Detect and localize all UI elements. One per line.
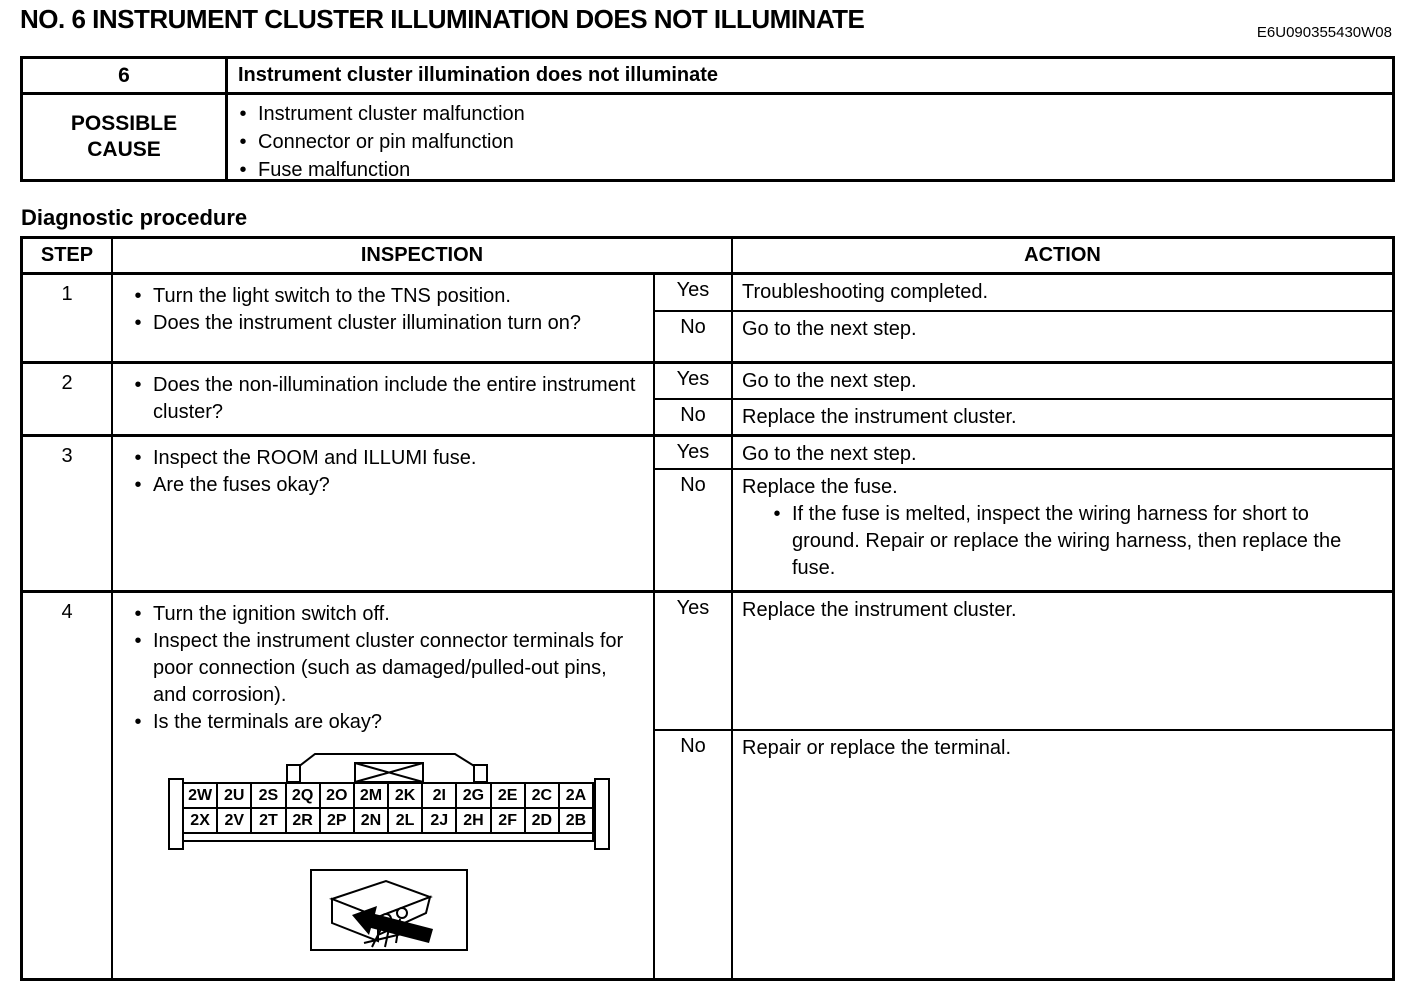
inspection-cell bbox=[113, 364, 655, 434]
inspection-cell bbox=[113, 437, 655, 590]
action-sub-bullet bbox=[742, 501, 1384, 582]
table-row bbox=[23, 275, 1392, 361]
action-sub-text: If the fuse is melted, inspect the wiring harness for short to ground. Repair or replace the wiring harness, then replace the fuse. bbox=[792, 503, 1342, 579]
symptom-summary-table bbox=[20, 56, 1395, 182]
action-cell: Replace the instrument cluster. bbox=[742, 406, 1017, 428]
inspection-column-header: INSPECTION bbox=[113, 239, 733, 272]
symptom-row bbox=[23, 59, 1392, 95]
action-cell: Replace the instrument cluster. bbox=[742, 599, 1017, 621]
answer-cell: No bbox=[655, 400, 733, 434]
action-column-header: ACTION bbox=[1024, 244, 1101, 266]
inspection-bullet bbox=[123, 628, 649, 709]
possible-cause-label: POSSIBLE CAUSE bbox=[23, 95, 228, 179]
bullet-icon: • bbox=[134, 285, 142, 307]
inspection-text: Does the non-illumination include the entire instrument cluster? bbox=[153, 374, 636, 423]
inspection-text: Turn the light switch to the TNS position. bbox=[153, 285, 511, 307]
bullet-icon: • bbox=[134, 474, 142, 496]
inspection-text: Inspect the instrument cluster connector terminals for poor connection (such as damaged/pulled-out pins, and corrosion). bbox=[153, 630, 624, 706]
answer-cell: Yes bbox=[655, 593, 733, 729]
list-item bbox=[228, 156, 1392, 184]
relay-illustration bbox=[310, 869, 468, 951]
step-number: 4 bbox=[23, 593, 113, 978]
step-number: 3 bbox=[23, 437, 113, 590]
answer-cell: No bbox=[655, 470, 733, 590]
outcome-row bbox=[655, 398, 1392, 434]
outcome-row bbox=[655, 310, 1392, 361]
pin-cell: 2H bbox=[457, 809, 491, 832]
inspection-text: Are the fuses okay? bbox=[153, 474, 330, 496]
cause-text: Connector or pin malfunction bbox=[258, 131, 514, 153]
step-number: 2 bbox=[23, 364, 113, 434]
cause-text: Fuse malfunction bbox=[258, 159, 411, 181]
pin-cell: 2R bbox=[287, 809, 321, 832]
inspection-bullet bbox=[123, 445, 649, 472]
pin-cell: 2X bbox=[184, 809, 218, 832]
symptom-number: 6 bbox=[23, 59, 228, 92]
outcome-row bbox=[655, 364, 1392, 398]
outcome-column bbox=[655, 437, 1392, 590]
outcome-row bbox=[655, 729, 1392, 978]
answer-cell: No bbox=[655, 312, 733, 361]
connector-pin-diagram bbox=[168, 744, 608, 846]
pin-cell: 2W bbox=[184, 784, 218, 807]
connector-latch-icon bbox=[240, 746, 520, 784]
pin-cell: 2G bbox=[457, 784, 491, 807]
pin-cell: 2O bbox=[321, 784, 355, 807]
pin-cell: 2J bbox=[423, 809, 457, 832]
pin-cell: 2S bbox=[252, 784, 286, 807]
connector-body bbox=[182, 782, 594, 842]
pin-row-top bbox=[184, 784, 592, 809]
page-title: NO. 6 INSTRUMENT CLUSTER ILLUMINATION DOES NOT ILLUMINATE bbox=[20, 4, 865, 34]
pin-cell: 2K bbox=[389, 784, 423, 807]
table-header-row bbox=[23, 239, 1392, 275]
bullet-icon: • bbox=[134, 374, 142, 396]
inspection-bullet bbox=[123, 283, 649, 310]
bullet-icon: • bbox=[239, 159, 247, 181]
pin-cell: 2N bbox=[355, 809, 389, 832]
table-row bbox=[23, 361, 1392, 434]
inspection-cell bbox=[113, 275, 655, 361]
inspection-bullet bbox=[123, 709, 649, 736]
action-text: Replace the fuse. bbox=[742, 476, 898, 498]
outcome-column bbox=[655, 593, 1392, 978]
step-column-header: STEP bbox=[23, 239, 113, 272]
pin-cell: 2L bbox=[389, 809, 423, 832]
pin-row-bottom bbox=[184, 809, 592, 834]
inspection-text: Is the terminals are okay? bbox=[153, 711, 382, 733]
inspection-text: Turn the ignition switch off. bbox=[153, 603, 390, 625]
inspection-text: Does the instrument cluster illumination turn on? bbox=[153, 312, 581, 334]
bullet-icon: • bbox=[134, 603, 142, 625]
possible-cause-list bbox=[228, 95, 1392, 179]
outcome-column bbox=[655, 275, 1392, 361]
pin-cell: 2C bbox=[526, 784, 560, 807]
outcome-row bbox=[655, 593, 1392, 729]
answer-cell: Yes bbox=[655, 364, 733, 398]
list-item bbox=[228, 128, 1392, 156]
pin-cell: 2A bbox=[565, 786, 587, 804]
inspection-bullet bbox=[123, 472, 649, 499]
bullet-icon: • bbox=[239, 103, 247, 125]
action-cell: Go to the next step. bbox=[742, 318, 917, 340]
pin-cell: 2T bbox=[252, 809, 286, 832]
pin-cell: 2Q bbox=[287, 784, 321, 807]
action-cell: Troubleshooting completed. bbox=[742, 281, 989, 303]
pin-cell: 2M bbox=[355, 784, 389, 807]
bullet-icon: • bbox=[134, 312, 142, 334]
pin-cell: 2F bbox=[492, 809, 526, 832]
answer-cell: Yes bbox=[655, 437, 733, 468]
inspection-bullet bbox=[123, 310, 649, 337]
pin-cell: 2P bbox=[321, 809, 355, 832]
possible-cause-row bbox=[23, 95, 1392, 179]
bullet-icon: • bbox=[134, 630, 142, 652]
pin-cell: 2V bbox=[218, 809, 252, 832]
bullet-icon: • bbox=[773, 503, 781, 525]
action-cell: Go to the next step. bbox=[742, 370, 917, 392]
list-item bbox=[228, 100, 1392, 128]
connector-end-tab bbox=[594, 778, 610, 850]
bullet-icon: • bbox=[134, 711, 142, 733]
outcome-row bbox=[655, 275, 1392, 310]
outcome-row bbox=[655, 437, 1392, 468]
cause-text: Instrument cluster malfunction bbox=[258, 103, 525, 125]
inspection-bullet bbox=[123, 601, 649, 628]
pin-cell: 2E bbox=[492, 784, 526, 807]
outcome-column bbox=[655, 364, 1392, 434]
action-cell: Repair or replace the terminal. bbox=[742, 737, 1012, 759]
document-code: E6U090355430W08 bbox=[1256, 24, 1392, 41]
pin-cell: 2B bbox=[565, 811, 587, 829]
section-heading: Diagnostic procedure bbox=[21, 205, 248, 230]
symptom-text: Instrument cluster illumination does not illuminate bbox=[238, 64, 719, 86]
pin-cell: 2U bbox=[218, 784, 252, 807]
pin-cell: 2I bbox=[423, 784, 457, 807]
answer-cell: No bbox=[655, 731, 733, 978]
answer-cell: Yes bbox=[655, 275, 733, 310]
table-row bbox=[23, 434, 1392, 590]
bullet-icon: • bbox=[134, 447, 142, 469]
inspection-bullet bbox=[123, 372, 649, 426]
action-cell bbox=[733, 470, 1392, 590]
step-number: 1 bbox=[23, 275, 113, 361]
outcome-row bbox=[655, 468, 1392, 590]
pin-cell: 2D bbox=[526, 809, 560, 832]
relay-with-arrow-icon bbox=[312, 871, 466, 949]
action-cell: Go to the next step. bbox=[742, 443, 917, 465]
bullet-icon: • bbox=[239, 131, 247, 153]
inspection-text: Inspect the ROOM and ILLUMI fuse. bbox=[153, 447, 477, 469]
diagnostic-procedure-table bbox=[20, 236, 1395, 981]
